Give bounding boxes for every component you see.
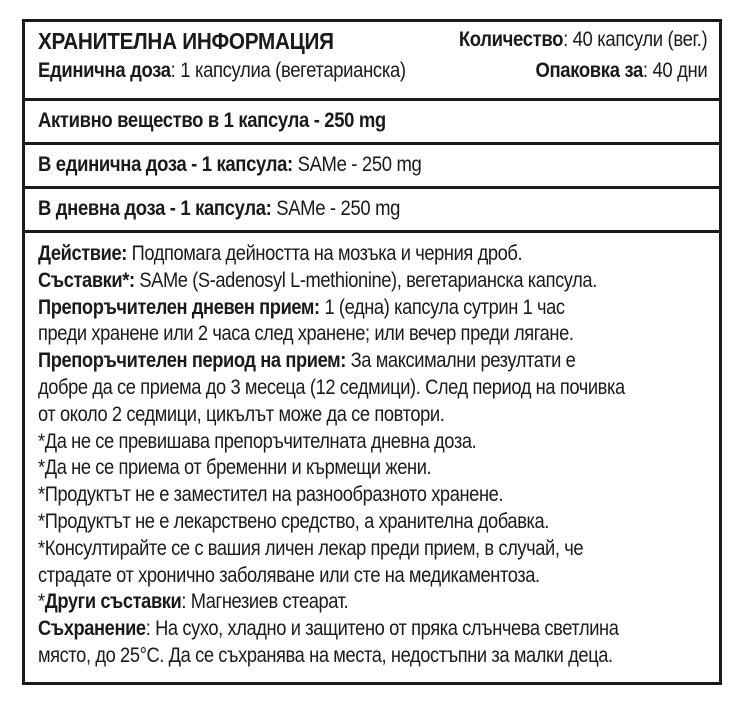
note-5-cont: страдате от хронично заболяване или сте на медикаментоза. [38, 563, 540, 587]
active-substance-row [25, 98, 719, 142]
intake-line-2: преди хранене или 2 часа след хранене; или вечер преди лягане. [38, 322, 574, 346]
single-dose-row: В единична доза - 1 капсула: SAMe - 250 mg [25, 142, 719, 186]
daily-dose-row: В дневна доза - 1 капсула: SAMe - 250 mg [25, 186, 719, 230]
note-3: *Продуктът не е заместител на разнообразното хранене. [38, 483, 504, 507]
note-5: *Консултирайте се с вашия личен лекар преди прием, в случай, че [38, 536, 584, 560]
period-line: Препоръчителен период на прием: За максимални резултати е [38, 349, 576, 373]
period-line-3: от около 2 седмици, цикълът може да се повтори. [38, 402, 445, 426]
dose-info: Единична доза: 1 капсулиа (вегетарианска) [38, 59, 406, 82]
intake-line: Препоръчителен дневен прием: 1 (една) капсула сутрин 1 час [38, 295, 565, 319]
package-info: Опаковка за: 40 дни [535, 59, 707, 82]
nutrition-label [22, 19, 722, 685]
note-4: *Продуктът не е лекарствено средство, а хранителна добавка. [38, 509, 549, 533]
note-2: *Да не се приема от бременни и кърмещи жени. [38, 456, 432, 480]
active-substance-text: Активно вещество в 1 капсула - 250 mg [38, 109, 386, 132]
storage-line: Съхранение: На сухо, хладно и защитено от пряка слънчева светлина [38, 617, 619, 641]
label-title: ХРАНИТЕЛНА ИНФОРМАЦИЯ [38, 28, 334, 54]
note-1: *Да не се превишава препоръчителната дневна доза. [38, 429, 477, 453]
storage-line-2: място, до 25°С. Да се съхранява на места, недостъпни за малки деца. [38, 643, 613, 667]
label-header [25, 22, 719, 98]
quantity-info: Количество: 40 капсули (вег.) [458, 28, 707, 51]
label-body [25, 230, 719, 670]
other-ingredients-line: *Други съставки: Магнезиев стеарат. [38, 590, 349, 614]
action-line: Действие: Подпомага дейността на мозъка и черния дроб. [38, 242, 523, 265]
period-line-2: добре да се приема до 3 месеца (12 седмици). След период на почивка [38, 375, 625, 399]
ingredients-line: Съставки*: SAMe (S-adenosyl L-methionine), вегетарианска капсула. [38, 268, 597, 292]
